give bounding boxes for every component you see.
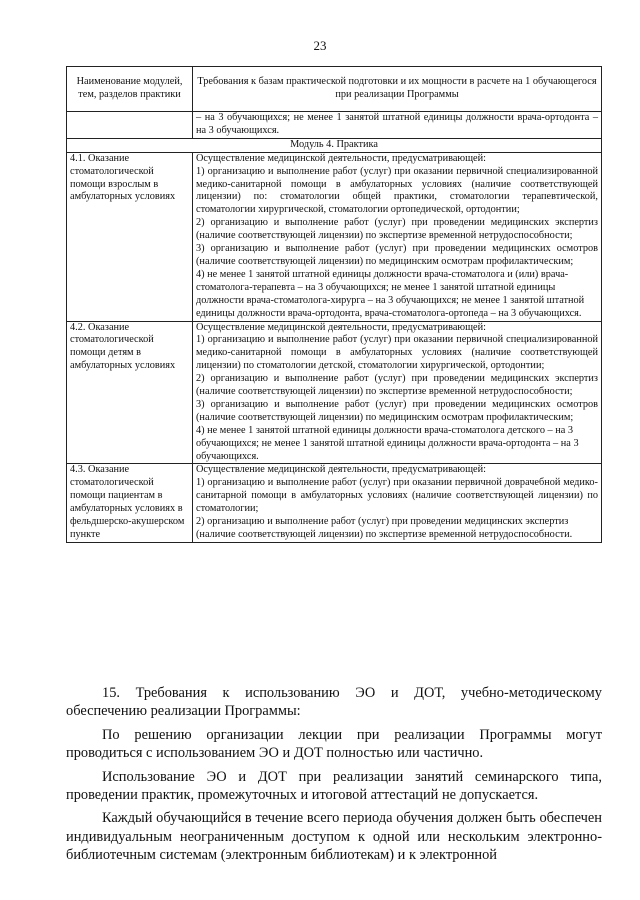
body-text [66, 684, 602, 868]
row-item: 2) организацию и выполнение работ (услуг) при проведении медицинских экспертиз (наличие соответствующей лицензии) по экспертизе временной нетрудоспособности; [196, 217, 598, 242]
row-item: 1) организацию и выполнение работ (услуг) при оказании первичной доврачебной медико-санитарной помощи в амбулаторных условиях (наличие соответствующей лицензии) по стоматологии; [196, 477, 598, 515]
row-item: 1) организацию и выполнение работ (услуг) при оказании первичной специализированной медико-санитарной помощи в амбулаторных условиях (наличие соответствующей лицензии) по стоматологии детской, стоматологии хирургической, ортодонтии; [196, 334, 598, 372]
row-item: 4) не менее 1 занятой штатной единицы должности врача-стоматолога детского – на 3 обучающихся; не менее 1 занятой штатной единицы должности врача-ортодонта – на 3 обучающихся. [196, 424, 579, 462]
row-item: 3) организацию и выполнение работ (услуг) при проведении медицинских осмотров (наличие соответствующей лицензии) по медицинским осмотрам профилактическим; [196, 243, 598, 267]
row-content [193, 321, 602, 464]
table-header-row [67, 67, 602, 112]
header-module-name: Наименование модулей, тем, разделов практики [67, 67, 193, 112]
row-item: 3) организацию и выполнение работ (услуг) при проведении медицинских осмотров (наличие соответствующей лицензии) по медицинским осмотрам профилактическим; [196, 398, 598, 423]
row-item: 2) организацию и выполнение работ (услуг) при проведении медицинских экспертиз (наличие соответствующей лицензии) по экспертизе временной нетрудоспособности. [196, 516, 573, 540]
page-number: 23 [313, 38, 327, 53]
row-item: 4) не менее 1 занятой штатной единицы должности врача-стоматолога и (или) врача-стоматолога-терапевта – на 3 обучающихся; не менее 1 занятой штатной единицы должности врача-стоматолога-хирурга – на 3 обучающихся; не менее 1 занятой штатной единицы должности врача-ортодонта, врача-стоматолога-ортопеда – на 3 обучающихся. [196, 268, 585, 319]
paragraph: Каждый обучающийся в течение всего периода обучения должен быть обеспечен индивидуальным неограниченным доступом к одной или нескольким электронно-библиотечным системам (электронным библиотекам) и к электронной [66, 810, 602, 864]
row-content [193, 152, 602, 321]
requirements-table [66, 66, 602, 543]
paragraph: 15. Требования к использованию ЭО и ДОТ, учебно-методическому обеспечению реализации Программы: [66, 685, 602, 720]
table-row-continuation [67, 112, 602, 139]
row-item: 2) организацию и выполнение работ (услуг) при проведении медицинских экспертиз (наличие соответствующей лицензии) по экспертизе временной нетрудоспособности; [196, 373, 598, 398]
header-requirements: Требования к базам практической подготовки и их мощности в расчете на 1 обучающегося при реализации Программы [193, 67, 602, 112]
row-item: 1) организацию и выполнение работ (услуг) при оказании первичной специализированной медико-санитарной помощи в амбулаторных условиях (наличие соответствующей лицензии) по: стоматологии общей практики, стоматологии терапевтической, стоматологии хирургической, стоматологии ортопедической, ортодонтии; [196, 165, 598, 216]
paragraph: Использование ЭО и ДОТ при реализации занятий семинарского типа, проведении практик, промежуточных и итоговой аттестаций не допускается. [66, 768, 602, 804]
row-name: 4.1. Оказание стоматологической помощи взрослым в амбулаторных условиях [67, 152, 193, 321]
row-name: 4.3. Оказание стоматологической помощи пациентам в амбулаторных условиях в фельдшерско-акушерском пункте [67, 464, 193, 542]
table-module-row [67, 138, 602, 152]
table-row [67, 464, 602, 542]
module-title: Модуль 4. Практика [67, 138, 602, 152]
row-item: Осуществление медицинской деятельности, предусматривающей: [196, 321, 486, 333]
table-row [67, 152, 602, 321]
row-item: Осуществление медицинской деятельности, предусматривающей: [196, 152, 486, 164]
row-item: Осуществление медицинской деятельности, предусматривающей: [196, 464, 486, 476]
row-content [193, 464, 602, 542]
row-name: 4.2. Оказание стоматологической помощи детям в амбулаторных условиях [67, 321, 193, 464]
table-row [67, 321, 602, 464]
paragraph: По решению организации лекции при реализации Программы могут проводиться с использованием ЭО и ДОТ полностью или частично. [66, 726, 602, 762]
cell-continuation: – на 3 обучающихся; не менее 1 занятой штатной единицы должности врача-ортодонта – на 3 обучающихся. [193, 112, 602, 139]
cell-empty [67, 112, 193, 139]
